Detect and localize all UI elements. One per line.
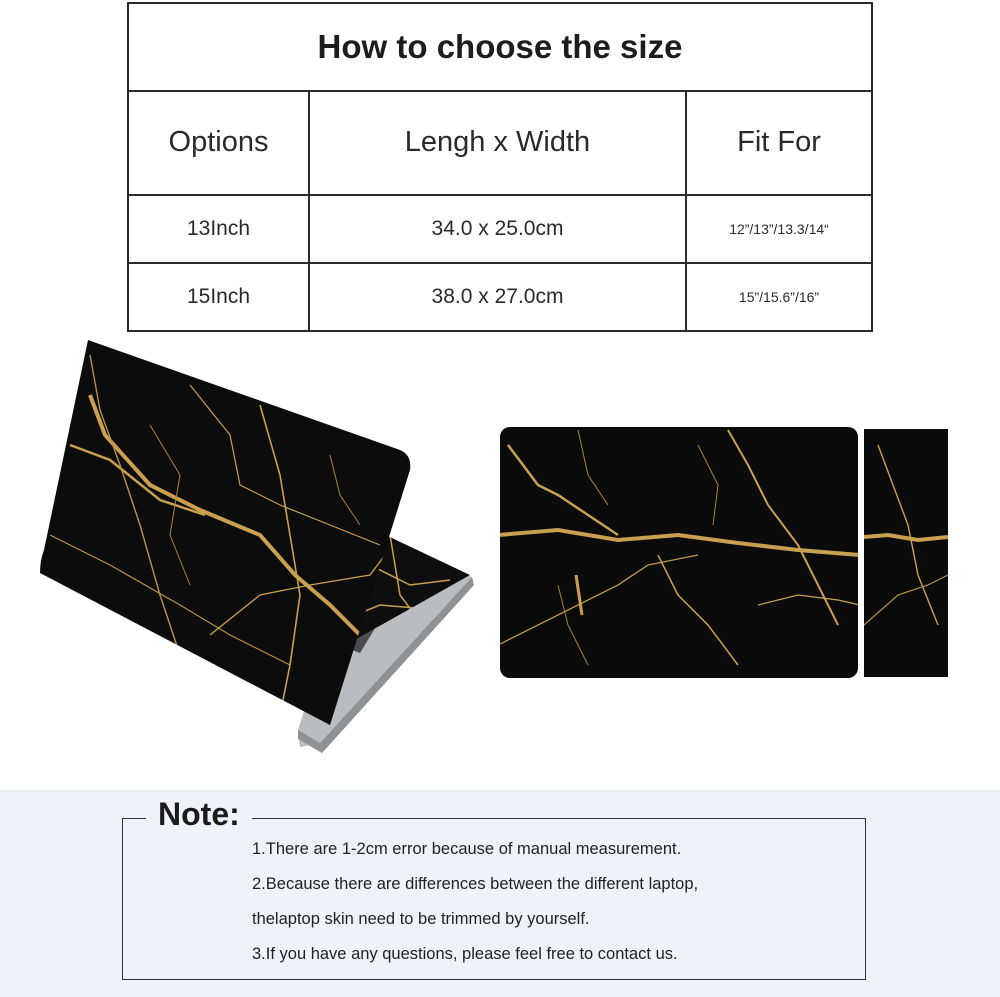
note-title: Note: bbox=[146, 796, 252, 833]
table-title: How to choose the size bbox=[128, 3, 872, 91]
table-header-row bbox=[128, 91, 872, 194]
table-row bbox=[128, 195, 872, 263]
note-line-1: 1.There are 1-2cm error because of manual measurement. bbox=[252, 840, 682, 858]
table-title-row bbox=[128, 3, 872, 91]
note-line-3: thelaptop skin need to be trimmed by yourself. bbox=[252, 910, 590, 928]
option-cell: 13Inch bbox=[128, 195, 309, 263]
dimensions-cell: 38.0 x 27.0cm bbox=[309, 263, 686, 331]
column-header-fit-for: Fit For bbox=[686, 91, 872, 194]
palm-rest-skin-piece bbox=[864, 429, 948, 677]
fit-for-cell: 15”/15.6”/16” bbox=[686, 263, 872, 331]
lid-skin-piece bbox=[498, 425, 860, 680]
flat-skin-image bbox=[498, 425, 950, 680]
size-table bbox=[127, 2, 873, 332]
column-header-options: Options bbox=[128, 91, 309, 194]
table-row bbox=[128, 263, 872, 331]
note-line-2: 2.Because there are differences between the different laptop, bbox=[252, 875, 699, 893]
laptop-skin-image bbox=[30, 335, 480, 755]
note-line-4: 3.If you have any questions, please feel free to contact us. bbox=[252, 945, 678, 963]
option-cell: 15Inch bbox=[128, 263, 309, 331]
fit-for-cell: 12”/13”/13.3/14“ bbox=[686, 195, 872, 263]
column-header-dimensions: Lengh x Width bbox=[309, 91, 686, 194]
dimensions-cell: 34.0 x 25.0cm bbox=[309, 195, 686, 263]
